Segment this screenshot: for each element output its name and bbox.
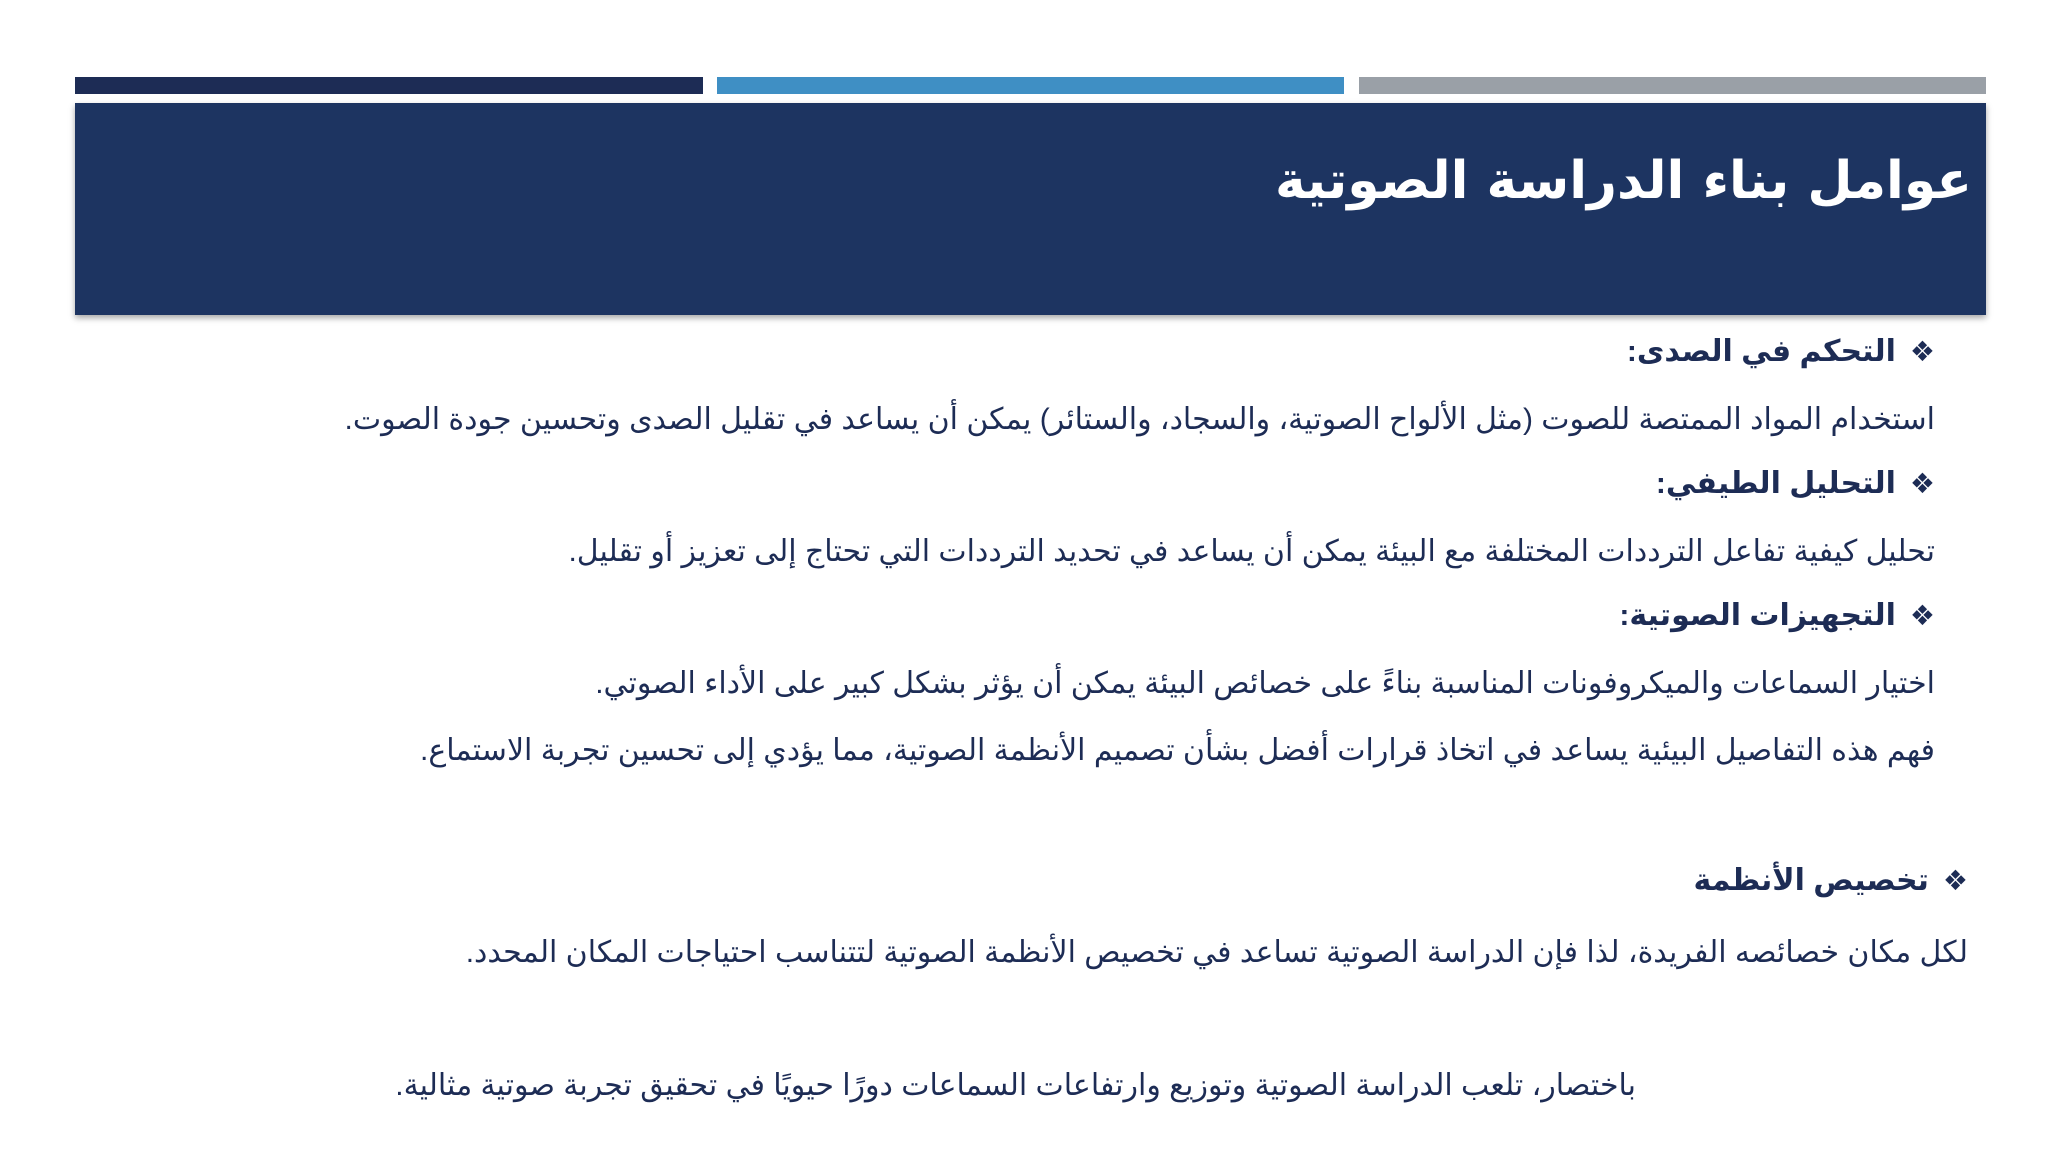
section-body-spectral-analysis: تحليل كيفية تفاعل الترددات المختلفة مع البيئة يمكن أن يساعد في تحديد الترددات التي تحتاج إلى تعزيز أو تقليل.: [568, 535, 1935, 568]
section-body-system-customization: لكل مكان خصائصه الفريدة، لذا فإن الدراسة الصوتية تساعد في تخصيص الأنظمة الصوتية لتتناسب احتياجات المكان المحدد.: [465, 936, 1968, 969]
diamond-bullet-icon: ❖: [1909, 468, 1935, 499]
section-heading-spectral-analysis: [1656, 464, 1935, 504]
section-body-echo-control: استخدام المواد الممتصة للصوت (مثل الألواح الصوتية، والسجاد، والستائر) يمكن أن يساعد في تقليل الصدى وتحسين جودة الصوت.: [344, 403, 1935, 436]
heading-text: التجهيزات الصوتية:: [1619, 599, 1896, 632]
section-extra-audio-equipment: فهم هذه التفاصيل البيئية يساعد في اتخاذ قرارات أفضل بشأن تصميم الأنظمة الصوتية، مما يؤدي إلى تحسين تجربة الاستماع.: [420, 734, 1935, 767]
diamond-bullet-icon: ❖: [1909, 600, 1935, 631]
section-heading-system-customization: [1694, 861, 1968, 901]
slide-title: عوامل بناء الدراسة الصوتية: [1274, 151, 1972, 211]
heading-text: التحليل الطيفي:: [1655, 467, 1896, 500]
section-heading-audio-equipment: [1619, 596, 1935, 636]
heading-text: التحكم في الصدى:: [1626, 335, 1896, 368]
heading-text: تخصيص الأنظمة: [1693, 864, 1929, 897]
summary-text: باختصار، تلعب الدراسة الصوتية وتوزيع وارتفاعات السماعات دورًا حيويًا في تحقيق تجربة صوتية مثالية.: [395, 1069, 1636, 1102]
section-body-audio-equipment: اختيار السماعات والميكروفونات المناسبة بناءً على خصائص البيئة يمكن أن يؤثر بشكل كبير على الأداء الصوتي.: [595, 667, 1935, 700]
diamond-bullet-icon: ❖: [1909, 336, 1935, 367]
diamond-bullet-icon: ❖: [1942, 865, 1968, 896]
section-heading-echo-control: [1627, 332, 1935, 372]
